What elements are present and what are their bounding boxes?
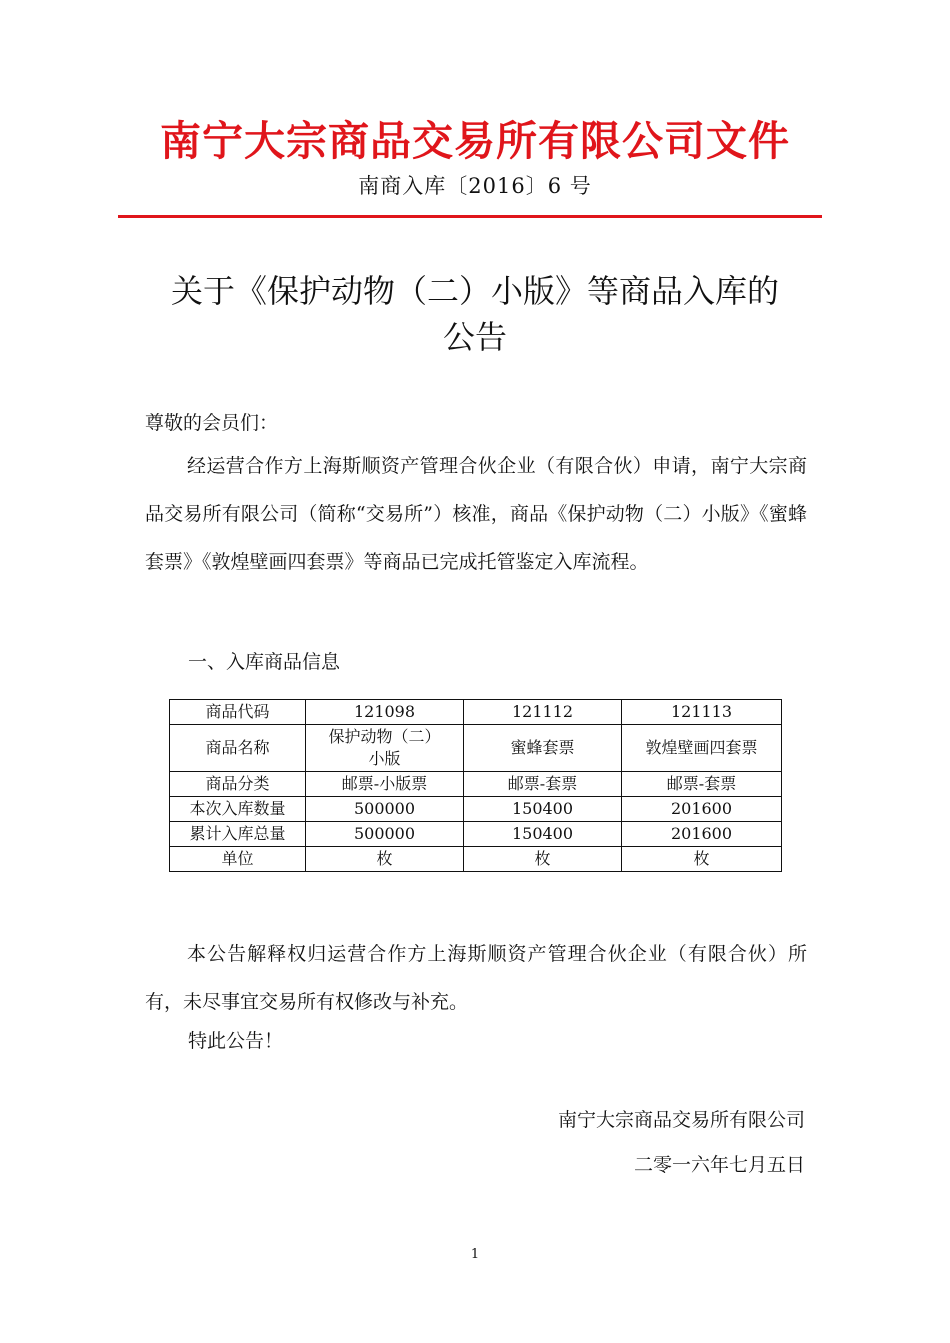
- table-cell: 121113: [622, 700, 782, 725]
- notice-title-line-2: 公告: [442, 318, 507, 356]
- table-cell: 敦煌壁画四套票: [622, 725, 782, 772]
- table-row-label: 累计入库总量: [170, 822, 306, 847]
- table-cell: 150400: [464, 797, 622, 822]
- table-cell: 邮票-套票: [622, 772, 782, 797]
- table-row-current-quantity: [170, 797, 782, 822]
- notice-title-line-1: 关于《保护动物（二）小版》等商品入库的: [170, 272, 779, 310]
- body-paragraph-1: 经运营合作方上海斯顺资产管理合伙企业（有限合伙）申请，南宁大宗商品交易所有限公司（简称“交易所”）核准，商品《保护动物（二）小版》《蜜蜂套票》《敦煌壁画四套票》等商品已完成托管鉴定入库流程。: [145, 455, 807, 573]
- table-cell: 枚: [622, 847, 782, 872]
- salutation: 尊敬的会员们：: [145, 412, 279, 434]
- table-cell: 保护动物（二）小版: [306, 725, 464, 772]
- table-row-unit: [170, 847, 782, 872]
- closing-statement: 特此公告！: [188, 1030, 284, 1052]
- table-cell: 500000: [306, 822, 464, 847]
- table-cell: 枚: [464, 847, 622, 872]
- table-cell: 500000: [306, 797, 464, 822]
- header-divider: [118, 215, 822, 218]
- table-row-product-code: [170, 700, 782, 725]
- signature-company: 南宁大宗商品交易所有限公司: [557, 1109, 805, 1131]
- table-row-cumulative-quantity: [170, 822, 782, 847]
- table-row-label: 商品代码: [170, 700, 306, 725]
- section-heading-goods-info: 一、入库商品信息: [188, 651, 341, 673]
- goods-info-table: [169, 699, 782, 872]
- table-cell: 121112: [464, 700, 622, 725]
- table-cell: 邮票-小版票: [306, 772, 464, 797]
- signature-date: 二零一六年七月五日: [633, 1154, 805, 1176]
- table-row-label: 商品名称: [170, 725, 306, 772]
- document-number: 南商入库〔2016〕6 号: [358, 174, 592, 198]
- table-cell: 201600: [622, 797, 782, 822]
- table-cell: 枚: [306, 847, 464, 872]
- table-cell: 121098: [306, 700, 464, 725]
- table-cell: 201600: [622, 822, 782, 847]
- table-cell: 邮票-套票: [464, 772, 622, 797]
- table-row-label: 单位: [170, 847, 306, 872]
- document-header-title: 南宁大宗商品交易所有限公司文件: [160, 117, 790, 165]
- body-paragraph-2: 本公告解释权归运营合作方上海斯顺资产管理合伙企业（有限合伙）所有，未尽事宜交易所有权修改与补充。: [145, 943, 807, 1013]
- table-cell: 蜜蜂套票: [464, 725, 622, 772]
- table-cell: 150400: [464, 822, 622, 847]
- page-number: 1: [470, 1247, 480, 1262]
- table-row-product-name: [170, 725, 782, 772]
- table-row-product-category: [170, 772, 782, 797]
- table-row-label: 本次入库数量: [170, 797, 306, 822]
- table-row-label: 商品分类: [170, 772, 306, 797]
- notice-title: [0, 268, 950, 360]
